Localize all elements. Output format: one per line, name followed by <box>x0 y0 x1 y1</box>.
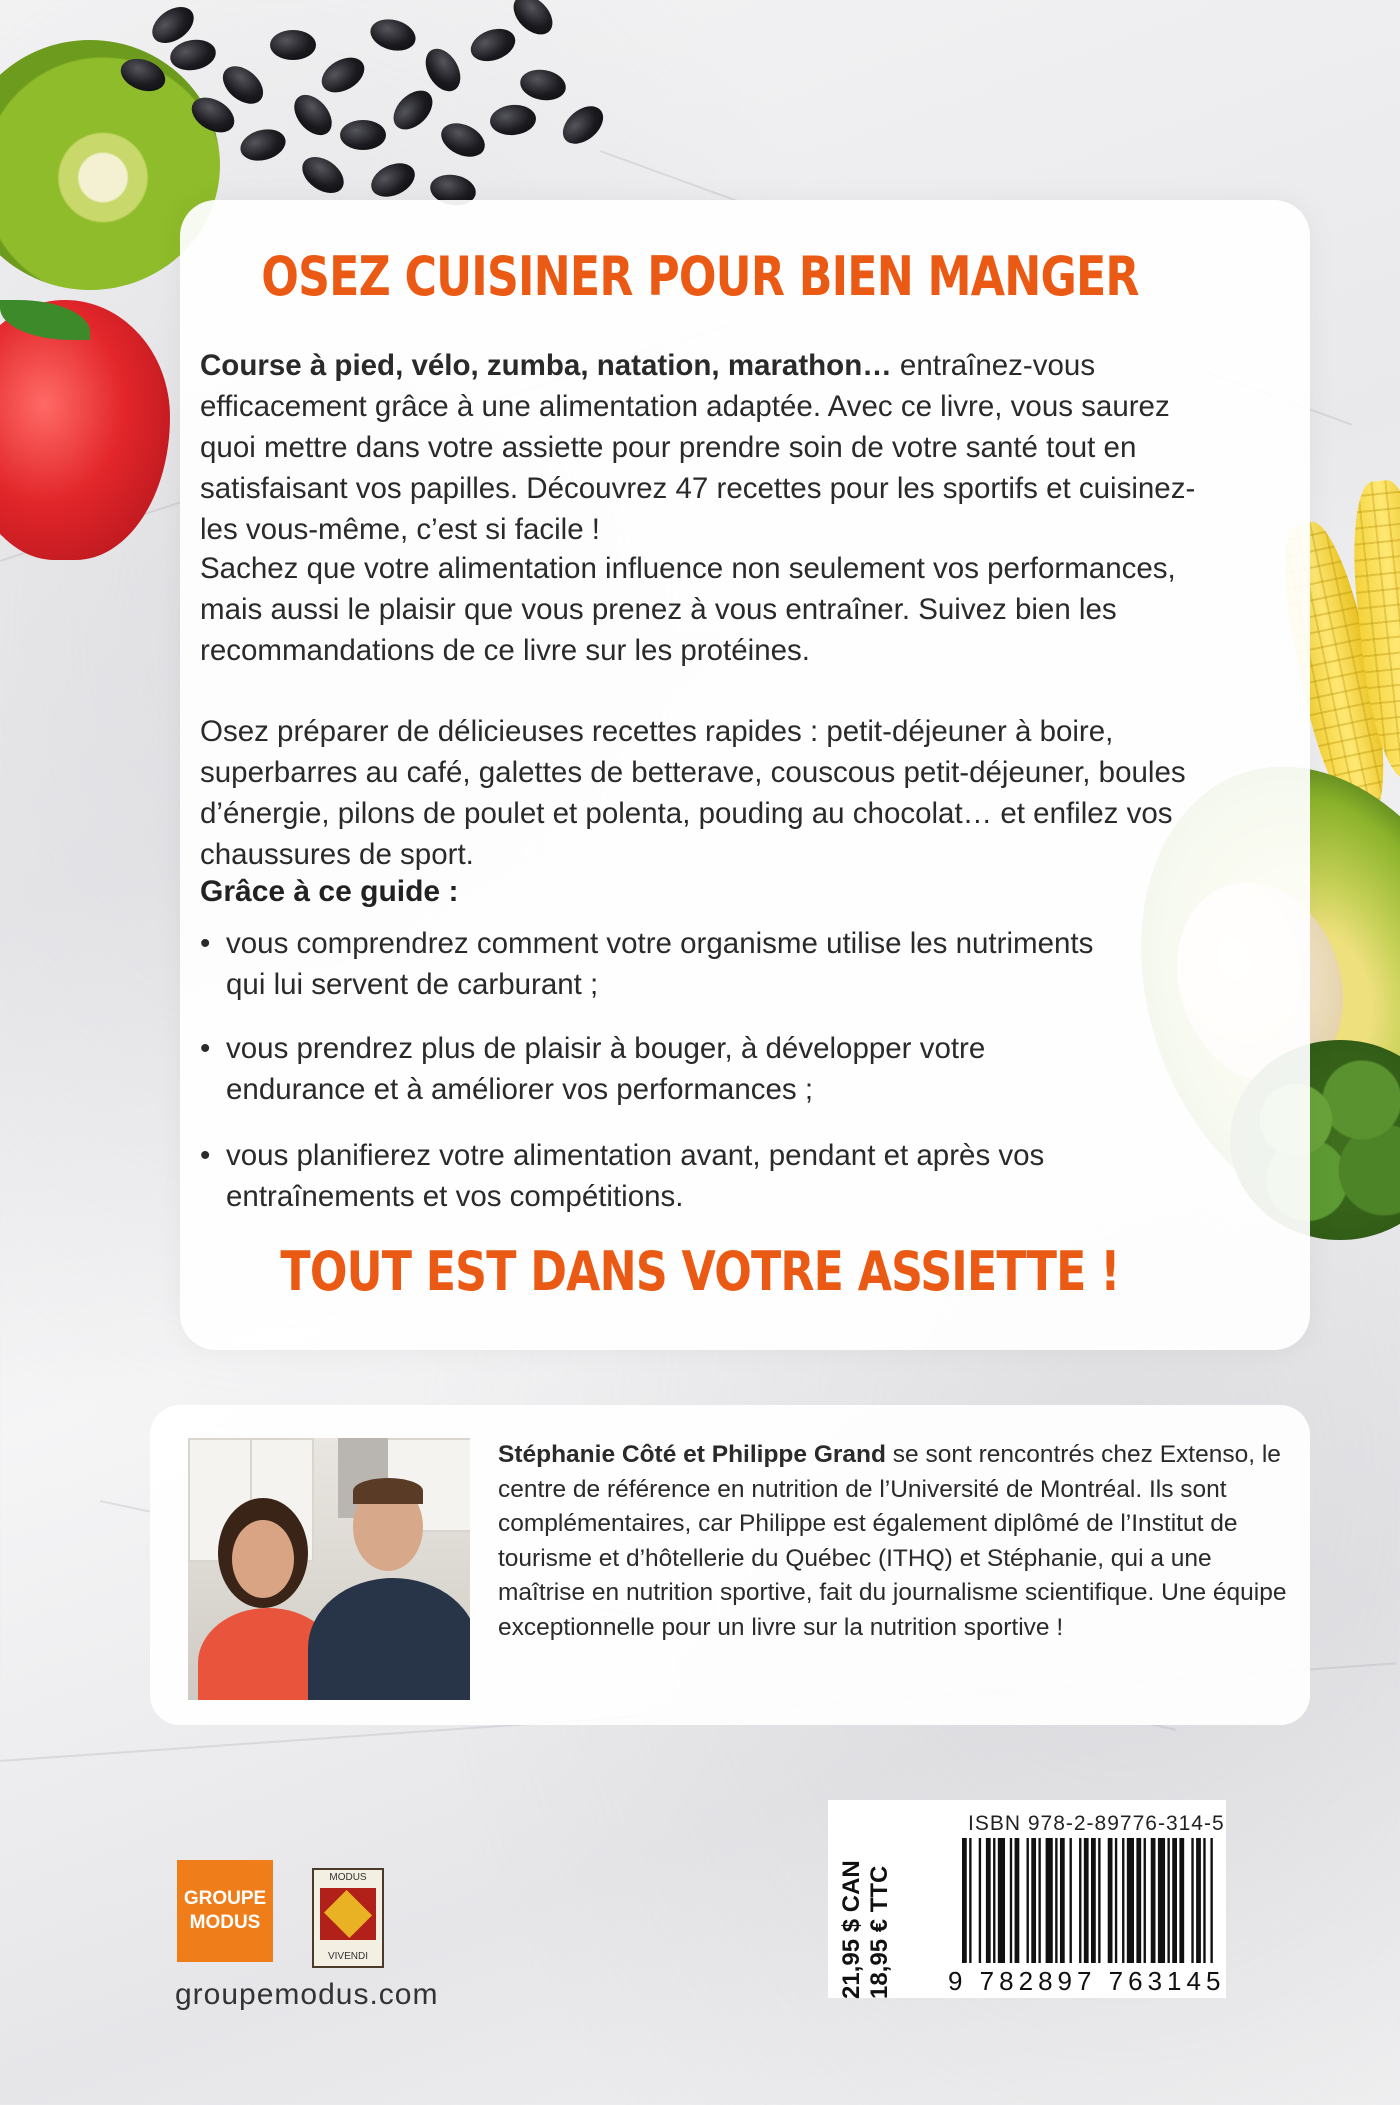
barcode-bars <box>962 1838 1220 1963</box>
barcode-bar <box>1031 1838 1036 1963</box>
bullet-icon: • <box>200 927 211 960</box>
guide-bullet-1 <box>200 923 1100 1005</box>
barcode-bar <box>1179 1838 1184 1963</box>
author-bio <box>498 1438 1288 1645</box>
barcode-bar <box>1144 1838 1146 1963</box>
barcode-bar <box>993 1838 995 1963</box>
headline-bottom: TOUT EST DANS VOTRE ASSIETTE ! <box>280 1240 1120 1303</box>
bullet-text: vous planifierez votre alimentation avant, pendant et après vos entraînements et vos compétitions. <box>226 1139 1045 1213</box>
paragraph-2: Sachez que votre alimentation influence non seulement vos performances, mais aussi le plaisir que vous prenez à vous entraîner. Suivez bien les recommandations de ce livre sur les protéines. <box>200 552 1176 667</box>
bullet-icon: • <box>200 1032 211 1065</box>
logo-line-2: MODUS <box>189 1912 261 1933</box>
guide-bullet-2 <box>200 1028 1100 1110</box>
barcode-bar <box>979 1838 981 1963</box>
barcode-bar <box>962 1838 967 1963</box>
author-bio-text: se sont rencontrés chez Extenso, le centre de référence en nutrition de l’Université de Montréal. Ils sont complémentaires, car Philippe est également diplômé de l’Institut de tourisme et d’hôtellerie du Québec (ITHQ) et Stéphanie, qui a une maîtrise en nutrition sportive, fait du journalisme scientifique. Une équipe exceptionnelle pour un livre sur la nutrition sportive ! <box>498 1441 1287 1641</box>
barcode-bar <box>1151 1838 1156 1963</box>
barcode-bar <box>1210 1838 1212 1963</box>
bullet-icon: • <box>200 1139 211 1172</box>
barcode-bar <box>1127 1838 1134 1963</box>
barcode-bar <box>1172 1838 1177 1963</box>
barcode-bar <box>1098 1838 1100 1963</box>
barcode-bar <box>1196 1838 1201 1963</box>
author-names: Stéphanie Côté et Philippe Grand <box>498 1441 886 1468</box>
bullet-text: vous comprendrez comment votre organisme utilise les nutriments qui lui servent de carburant ; <box>226 927 1094 1001</box>
barcode-bar <box>1108 1838 1113 1963</box>
price-block <box>838 1809 894 1999</box>
guide-title: Grâce à ce guide : <box>200 875 459 908</box>
headline-top: OSEZ CUISINER POUR BIEN MANGER <box>261 245 1139 308</box>
isbn-label: ISBN 978-2-89776-314-5 <box>968 1812 1225 1835</box>
groupe-modus-logo <box>177 1860 273 1962</box>
guide-bullet-3 <box>200 1135 1100 1217</box>
barcode-bar <box>1203 1838 1205 1963</box>
intro-lead: Course à pied, vélo, zumba, natation, marathon… <box>200 349 892 382</box>
price-can: 21,95 $ CAN <box>838 1860 865 1999</box>
barcode-bar <box>1010 1838 1012 1963</box>
barcode-bar <box>1070 1838 1072 1963</box>
barcode-bar <box>969 1838 971 1963</box>
intro-paragraph <box>200 345 1200 550</box>
imprint-top-text: MODUS <box>329 1872 367 1883</box>
barcode-bar <box>986 1838 991 1963</box>
barcode-bar <box>1158 1838 1165 1963</box>
intro-rest: entraînez-vous efficacement grâce à une alimentation adaptée. Avec ce livre, vous saurez quoi mettre dans votre assiette pour prendre soin de votre santé tout en satisfaisant vos papilles. Découvrez 47 recettes pour les sportifs et cuisinez-les vous-même, c’est si facile ! <box>200 349 1196 546</box>
barcode-bar <box>1046 1838 1053 1963</box>
black-beans-illustration <box>90 0 630 230</box>
barcode-bar <box>1115 1838 1117 1963</box>
barcode-bar <box>1038 1838 1040 1963</box>
barcode-bar <box>998 1838 1005 1963</box>
barcode-bar <box>1091 1838 1096 1963</box>
barcode-bar <box>1027 1838 1029 1963</box>
price-eur: 18,95 € TTC <box>866 1865 893 1999</box>
authors-photo <box>188 1438 470 1700</box>
modus-vivendi-logo <box>312 1868 384 1968</box>
barcode-bar <box>1136 1838 1141 1963</box>
barcode-bar <box>1060 1838 1065 1963</box>
logo-line-1: GROUPE <box>183 1888 267 1909</box>
barcode-number: 9 782897 763145 <box>948 1966 1226 1996</box>
imprint-bottom-text: VIVENDI <box>327 1951 368 1962</box>
barcode-bar <box>1191 1838 1193 1963</box>
barcode-bar <box>1122 1838 1124 1963</box>
barcode-bar <box>1167 1838 1169 1963</box>
bullet-text: vous prendrez plus de plaisir à bouger, à développer votre endurance et à améliorer vos performances ; <box>226 1032 986 1106</box>
barcode-bar <box>1079 1838 1081 1963</box>
paragraph-3: Osez préparer de délicieuses recettes rapides : petit-déjeuner à boire, superbarres au café, galettes de betterave, couscous petit-déjeuner, boules d’énergie, pilons de poulet et polenta, pouding au chocolat… et enfilez vos chaussures de sport. <box>200 715 1186 871</box>
barcode-bar <box>1084 1838 1089 1963</box>
barcode-bar <box>1055 1838 1057 1963</box>
publisher-website[interactable]: groupemodus.com <box>175 1978 439 2011</box>
barcode-bar <box>1015 1838 1020 1963</box>
